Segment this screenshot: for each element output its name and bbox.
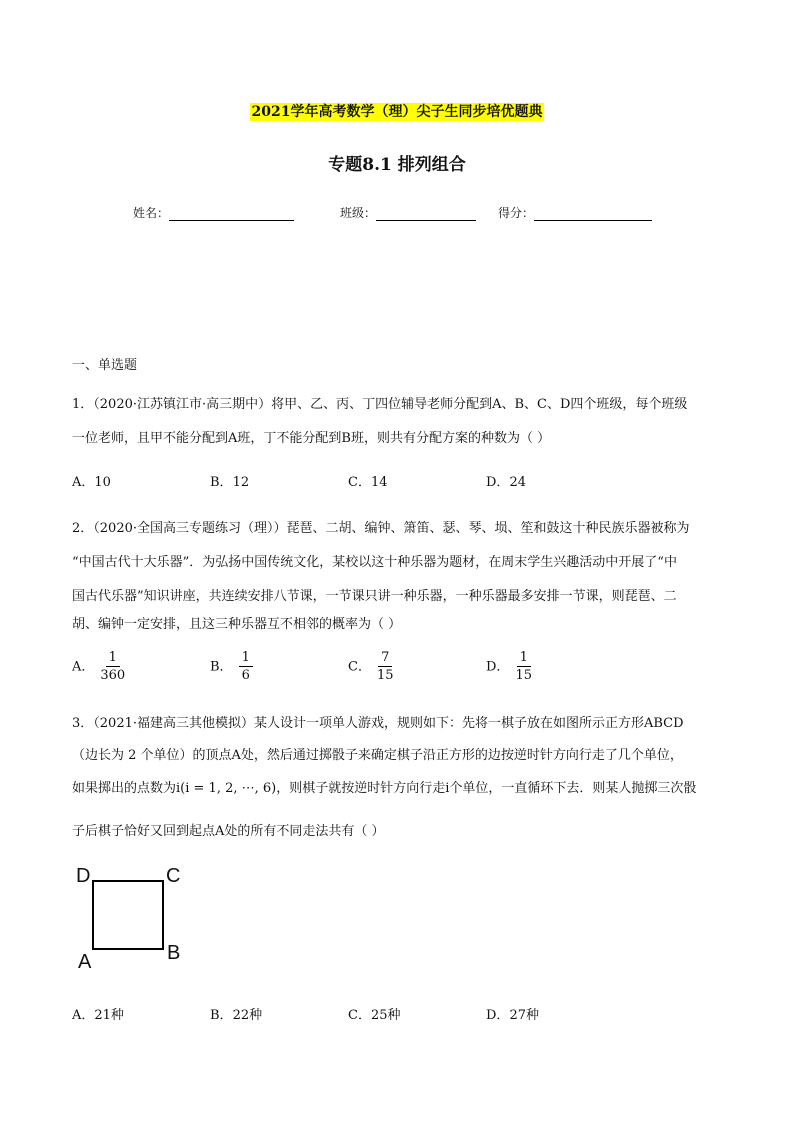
title-text: 2021学年高考数学（理）尖子生同步培优题典: [251, 104, 543, 120]
q2-option-a[interactable]: A． $\frac{1}{360}$: [72, 650, 126, 683]
q1-option-d[interactable]: D．24: [486, 475, 526, 490]
q3-option-d[interactable]: D．27种: [486, 1008, 539, 1023]
q1-option-c[interactable]: C．14: [348, 475, 388, 490]
document-title: [0, 101, 794, 121]
class-label: 班级：: [340, 206, 377, 220]
vertex-d-label: D: [76, 865, 91, 887]
q1-option-a[interactable]: A．10: [72, 475, 111, 490]
question-2-line: 2．（2020·全国高三专题练习（理））琵琶、二胡、编钟、箫笛、瑟、琴、埙、笙和鼓这十种民族乐器被称为: [72, 521, 690, 536]
document-subtitle: 专题8.1 排列组合: [328, 155, 466, 175]
q3-option-b[interactable]: B．22种: [210, 1008, 263, 1023]
q3-option-a[interactable]: A．21种: [72, 1008, 124, 1023]
question-3-line: 子后棋子恰好又回到起点A处的所有不同走法共有（ ）: [72, 824, 385, 839]
q2-option-d[interactable]: D． $\frac{1}{15}$: [486, 650, 532, 683]
q3-option-c[interactable]: C．25种: [348, 1008, 401, 1023]
vertex-b-label: B: [167, 942, 181, 964]
vertex-a-label: A: [78, 951, 92, 973]
score-label: 得分：: [498, 206, 535, 220]
question-2-line: “中国古代十大乐器”．为弘扬中国传统文化，某校以这十种乐器为题材，在周末学生兴趣活动中开展了“中: [72, 555, 677, 570]
question-3-line: （边长为 2 个单位）的顶点A处，然后通过掷骰子来确定棋子沿正方形的边按逆时针方向行走了几个单位，: [72, 748, 683, 763]
question-1-line: 1．（2020·江苏镇江市·高三期中）将甲、乙、丙、丁四位辅导老师分配到A、B、C、D四个班级，每个班级: [72, 397, 688, 412]
question-3-line: 如果掷出的点数为i(i = 1, 2, ⋯, 6)，则棋子就按逆时针方向行走i个单位，一直循环下去．则某人抛掷三次骰: [72, 781, 697, 796]
name-field[interactable]: [133, 204, 294, 221]
score-field[interactable]: [498, 204, 652, 221]
class-field[interactable]: [340, 204, 476, 221]
q1-option-b[interactable]: B．12: [210, 475, 250, 490]
question-2-line: 国古代乐器”知识讲座，共连续安排八节课，一节课只讲一种乐器，一种乐器最多安排一节课，则琵琶、二: [72, 589, 677, 604]
q2-option-c[interactable]: C． $\frac{7}{15}$: [348, 650, 394, 683]
vertex-c-label: C: [166, 865, 181, 887]
question-1-line: 一位老师，且甲不能分配到A班，丁不能分配到B班，则共有分配方案的种数为（ ）: [72, 431, 551, 446]
question-2-line: 胡、编钟一定安排，且这三种乐器互不相邻的概率为（ ）: [72, 617, 402, 632]
square-abcd-figure: [92, 880, 164, 950]
section-heading: 一、单选题: [72, 358, 138, 373]
q2-option-b[interactable]: B． $\frac{1}{6}$: [210, 650, 253, 684]
name-label: 姓名：: [133, 206, 170, 220]
question-3-line: 3．（2021·福建高三其他模拟）某人设计一项单人游戏，规则如下：先将一棋子放在如图所示正方形ABCD: [72, 716, 684, 731]
